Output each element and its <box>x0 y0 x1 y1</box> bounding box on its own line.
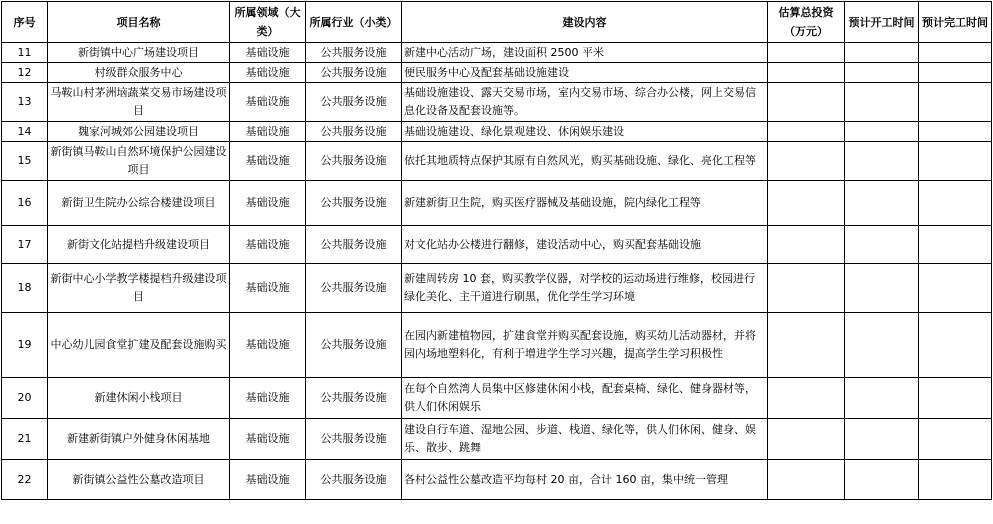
table-row <box>2 43 992 63</box>
cell-content: 新建新街卫生院，购买医疗器械及基础设施，院内绿化工程等 <box>402 181 768 226</box>
header-domain: 所属领域（大类） <box>230 2 306 43</box>
cell-start <box>845 122 919 142</box>
table-row <box>2 419 992 460</box>
cell-industry: 公共服务设施 <box>306 313 402 378</box>
table-row <box>2 313 992 378</box>
cell-industry: 公共服务设施 <box>306 460 402 500</box>
cell-end <box>919 419 992 460</box>
cell-name: 新街中心小学教学楼提档升级建设项目 <box>48 264 230 313</box>
cell-domain: 基础设施 <box>230 378 306 419</box>
cell-name: 中心幼儿园食堂扩建及配套设施购买 <box>48 313 230 378</box>
cell-name: 新建休闲小栈项目 <box>48 378 230 419</box>
cell-industry: 公共服务设施 <box>306 122 402 142</box>
cell-seq: 15 <box>2 142 48 181</box>
cell-name: 马鞍山村茅洲垴蔬菜交易市场建设项目 <box>48 83 230 122</box>
cell-end <box>919 460 992 500</box>
cell-start <box>845 378 919 419</box>
header-investment: 估算总投资（万元） <box>768 2 845 43</box>
cell-investment <box>768 63 845 83</box>
cell-seq: 22 <box>2 460 48 500</box>
cell-domain: 基础设施 <box>230 122 306 142</box>
cell-investment <box>768 181 845 226</box>
table-row <box>2 63 992 83</box>
header-content: 建设内容 <box>402 2 768 43</box>
cell-end <box>919 264 992 313</box>
table-row <box>2 226 992 264</box>
cell-investment <box>768 378 845 419</box>
cell-end <box>919 63 992 83</box>
cell-investment <box>768 122 845 142</box>
cell-content: 便民服务中心及配套基础设施建设 <box>402 63 768 83</box>
table-row <box>2 460 992 500</box>
cell-name: 新建新街镇户外健身休闲基地 <box>48 419 230 460</box>
cell-investment <box>768 43 845 63</box>
header-industry: 所属行业（小类） <box>306 2 402 43</box>
cell-domain: 基础设施 <box>230 43 306 63</box>
cell-industry: 公共服务设施 <box>306 378 402 419</box>
cell-end <box>919 142 992 181</box>
cell-investment <box>768 142 845 181</box>
cell-end <box>919 226 992 264</box>
cell-industry: 公共服务设施 <box>306 43 402 63</box>
cell-industry: 公共服务设施 <box>306 142 402 181</box>
cell-seq: 21 <box>2 419 48 460</box>
cell-seq: 16 <box>2 181 48 226</box>
cell-name: 新街文化站提档升级建设项目 <box>48 226 230 264</box>
cell-content: 基础设施建设、露天交易市场，室内交易市场、综合办公楼，网上交易信息化设备及配套设施等。 <box>402 83 768 122</box>
cell-industry: 公共服务设施 <box>306 264 402 313</box>
cell-end <box>919 122 992 142</box>
cell-industry: 公共服务设施 <box>306 419 402 460</box>
cell-industry: 公共服务设施 <box>306 181 402 226</box>
cell-end <box>919 83 992 122</box>
cell-domain: 基础设施 <box>230 142 306 181</box>
cell-investment <box>768 264 845 313</box>
cell-domain: 基础设施 <box>230 460 306 500</box>
cell-investment <box>768 83 845 122</box>
cell-seq: 19 <box>2 313 48 378</box>
cell-start <box>845 43 919 63</box>
header-seq: 序号 <box>2 2 48 43</box>
cell-start <box>845 226 919 264</box>
cell-content: 在园内新建植物园，扩建食堂并购买配套设施，购买幼儿活动器材，并将园内场地塑料化，有利于增进学生学习兴趣，提高学生学习积极性 <box>402 313 768 378</box>
cell-name: 新街镇公益性公墓改造项目 <box>48 460 230 500</box>
cell-domain: 基础设施 <box>230 181 306 226</box>
cell-domain: 基础设施 <box>230 226 306 264</box>
cell-domain: 基础设施 <box>230 63 306 83</box>
header-start: 预计开工时间 <box>845 2 919 43</box>
cell-start <box>845 142 919 181</box>
cell-start <box>845 83 919 122</box>
cell-seq: 14 <box>2 122 48 142</box>
cell-start <box>845 419 919 460</box>
cell-investment <box>768 313 845 378</box>
cell-content: 依托其地质特点保护其原有自然风光，购买基础设施、绿化、亮化工程等 <box>402 142 768 181</box>
cell-content: 基础设施建设、绿化景观建设、休闲娱乐建设 <box>402 122 768 142</box>
cell-content: 各村公益性公墓改造平均每村 20 亩，合计 160 亩，集中统一管理 <box>402 460 768 500</box>
cell-start <box>845 264 919 313</box>
cell-seq: 11 <box>2 43 48 63</box>
cell-name: 新街镇马鞍山自然环境保护公园建设项目 <box>48 142 230 181</box>
cell-investment <box>768 419 845 460</box>
cell-industry: 公共服务设施 <box>306 83 402 122</box>
table-row <box>2 142 992 181</box>
cell-industry: 公共服务设施 <box>306 63 402 83</box>
cell-seq: 13 <box>2 83 48 122</box>
cell-domain: 基础设施 <box>230 83 306 122</box>
cell-investment <box>768 226 845 264</box>
cell-content: 对文化站办公楼进行翻修，建设活动中心，购买配套基础设施 <box>402 226 768 264</box>
cell-end <box>919 313 992 378</box>
cell-content: 新建中心活动广场，建设面积 2500 平米 <box>402 43 768 63</box>
cell-name: 新街镇中心广场建设项目 <box>48 43 230 63</box>
cell-industry: 公共服务设施 <box>306 226 402 264</box>
table-row <box>2 83 992 122</box>
cell-name: 新街卫生院办公综合楼建设项目 <box>48 181 230 226</box>
cell-content: 新建周转房 10 套，购买教学仪器，对学校的运动场进行维修，校园进行绿化美化、主干道进行刷黑，优化学生学习环境 <box>402 264 768 313</box>
cell-seq: 17 <box>2 226 48 264</box>
cell-name: 魏家河城郊公园建设项目 <box>48 122 230 142</box>
cell-start <box>845 181 919 226</box>
cell-start <box>845 313 919 378</box>
cell-end <box>919 43 992 63</box>
table-row <box>2 378 992 419</box>
cell-content: 建设自行车道、湿地公园、步道、栈道、绿化等，供人们休闲、健身、娱乐、散步、跳舞 <box>402 419 768 460</box>
cell-investment <box>768 460 845 500</box>
header-row <box>2 2 992 43</box>
cell-content: 在每个自然湾人员集中区修建休闲小栈，配套桌椅、绿化、健身器材等，供人们休闲娱乐 <box>402 378 768 419</box>
header-end: 预计完工时间 <box>919 2 992 43</box>
cell-domain: 基础设施 <box>230 419 306 460</box>
cell-end <box>919 181 992 226</box>
cell-name: 村级群众服务中心 <box>48 63 230 83</box>
cell-seq: 20 <box>2 378 48 419</box>
cell-start <box>845 63 919 83</box>
project-table <box>1 1 992 500</box>
table-row <box>2 181 992 226</box>
table-row <box>2 264 992 313</box>
table-row <box>2 122 992 142</box>
header-name: 项目名称 <box>48 2 230 43</box>
cell-domain: 基础设施 <box>230 313 306 378</box>
cell-end <box>919 378 992 419</box>
cell-domain: 基础设施 <box>230 264 306 313</box>
cell-seq: 18 <box>2 264 48 313</box>
cell-start <box>845 460 919 500</box>
cell-seq: 12 <box>2 63 48 83</box>
